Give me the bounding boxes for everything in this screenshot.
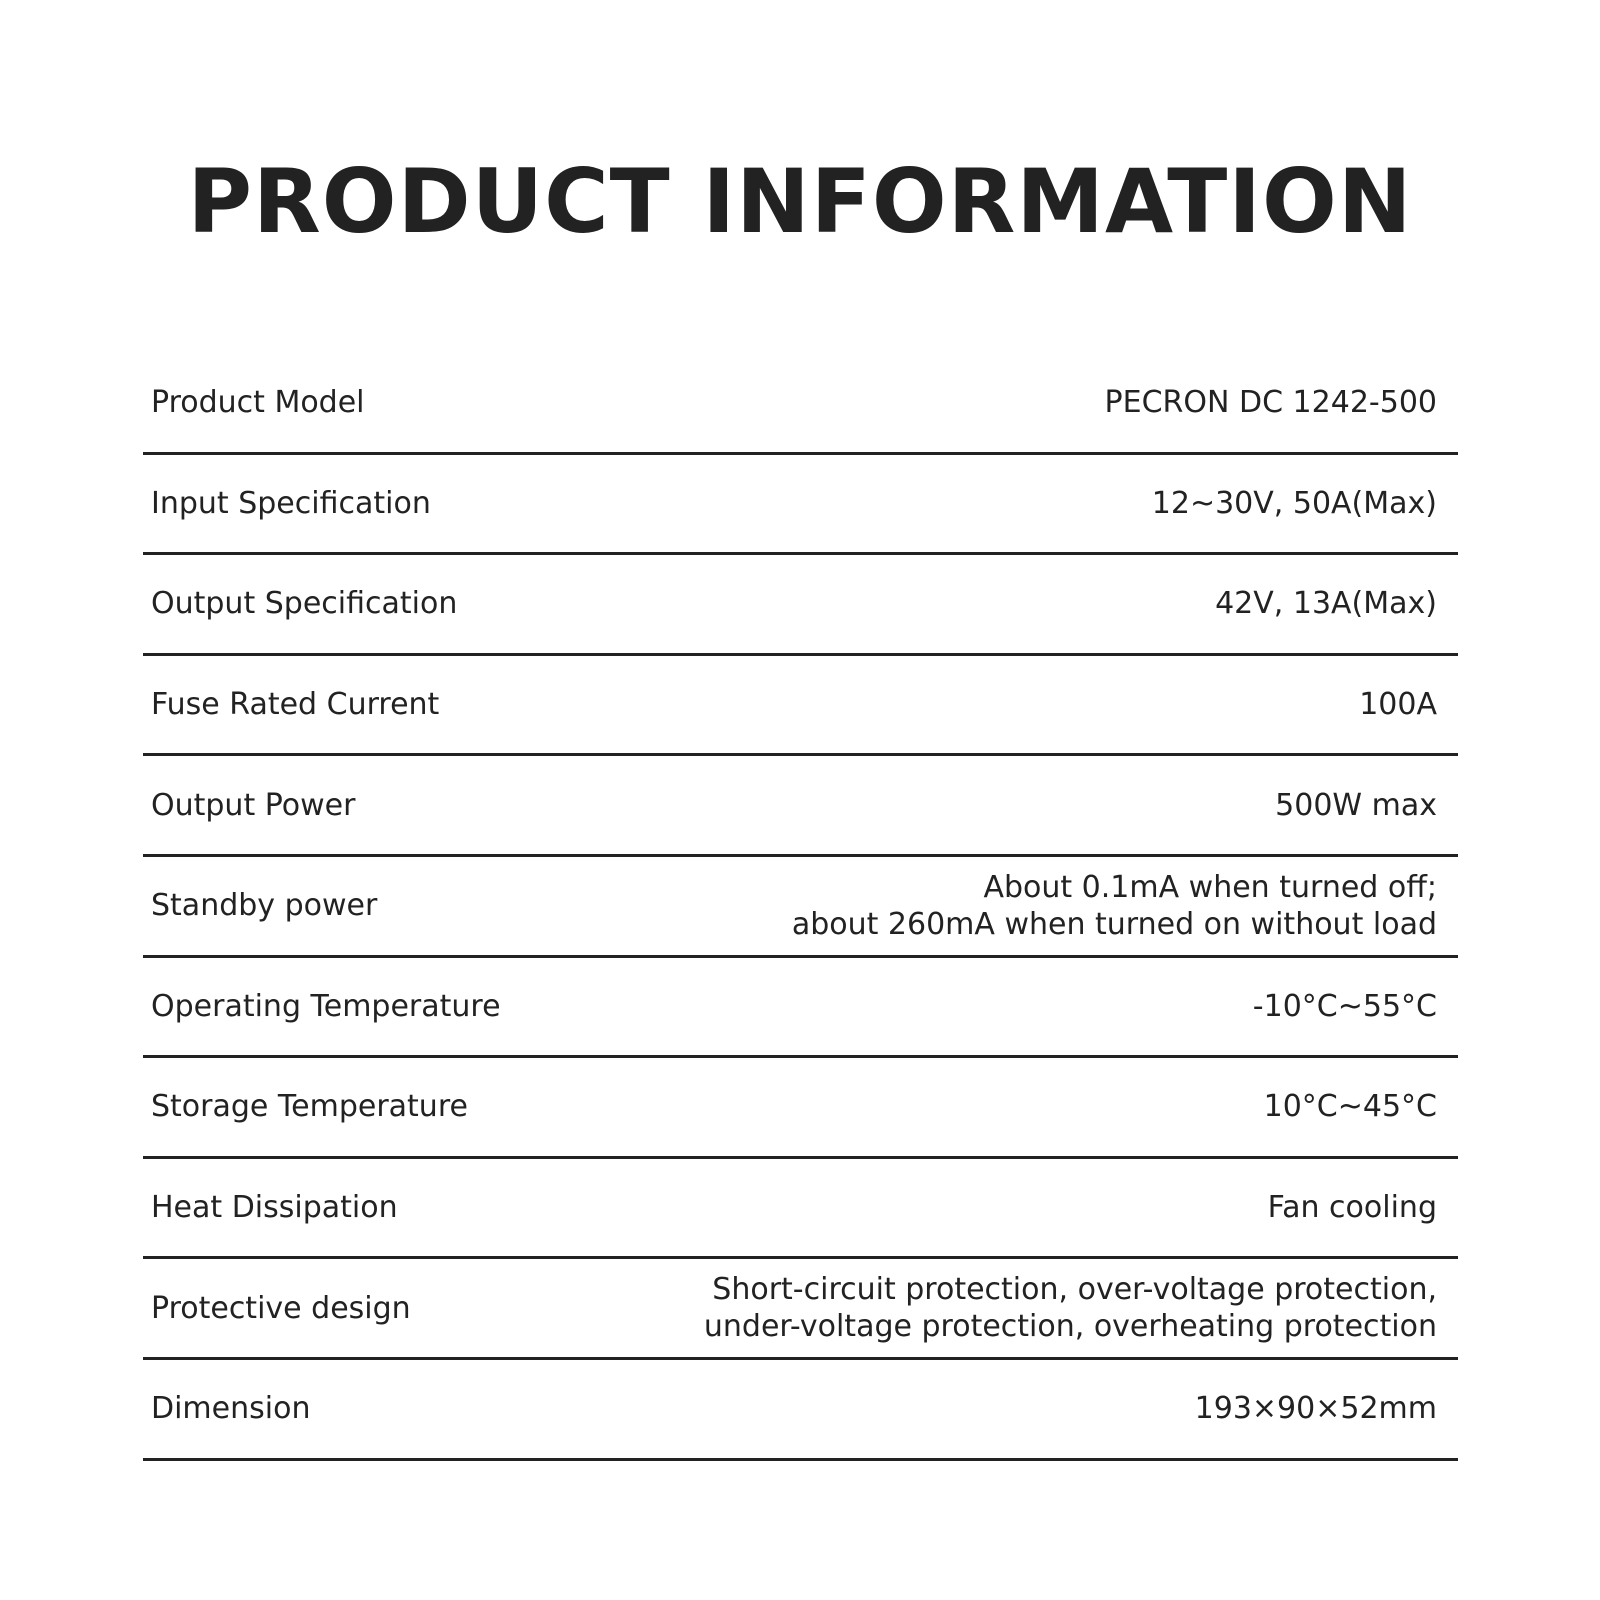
spec-label: Operating Temperature <box>151 988 501 1024</box>
spec-value: 10°C~45°C <box>1263 1089 1437 1125</box>
spec-row-storage-temperature <box>143 1058 1458 1159</box>
spec-value: -10°C~55°C <box>1252 988 1437 1024</box>
spec-label: Standby power <box>151 888 378 924</box>
spec-row-output-specification <box>143 555 1458 656</box>
spec-value: 100A <box>1359 687 1437 723</box>
spec-label: Input Specification <box>151 485 431 521</box>
spec-label: Dimension <box>151 1391 311 1427</box>
spec-row-output-power <box>143 756 1458 857</box>
spec-value: About 0.1mA when turned off; about 260mA when turned on without load <box>791 869 1437 942</box>
spec-table <box>143 354 1458 1461</box>
spec-value: PECRON DC 1242-500 <box>1104 385 1437 421</box>
spec-label: Product Model <box>151 385 365 421</box>
spec-value: 12~30V, 50A(Max) <box>1151 485 1437 521</box>
spec-row-dimension <box>143 1360 1458 1461</box>
spec-row-product-model <box>143 354 1458 455</box>
page-title: PRODUCT INFORMATION <box>187 150 1413 253</box>
spec-value: Fan cooling <box>1267 1190 1437 1226</box>
spec-row-operating-temperature <box>143 958 1458 1059</box>
spec-label: Output Specification <box>151 586 458 622</box>
spec-value: 500W max <box>1275 787 1437 823</box>
spec-row-input-specification <box>143 455 1458 556</box>
spec-value: 42V, 13A(Max) <box>1215 586 1437 622</box>
spec-row-protective-design <box>143 1259 1458 1360</box>
spec-row-fuse-rated-current <box>143 656 1458 757</box>
spec-row-standby-power <box>143 857 1458 958</box>
spec-value: Short-circuit protection, over-voltage protection, under-voltage protection, overheating protection <box>703 1272 1437 1345</box>
spec-label: Heat Dissipation <box>151 1190 398 1226</box>
spec-row-heat-dissipation <box>143 1159 1458 1260</box>
spec-label: Storage Temperature <box>151 1089 468 1125</box>
spec-value: 193×90×52mm <box>1194 1391 1437 1427</box>
spec-label: Protective design <box>151 1290 411 1326</box>
spec-label: Fuse Rated Current <box>151 687 440 723</box>
spec-label: Output Power <box>151 787 356 823</box>
